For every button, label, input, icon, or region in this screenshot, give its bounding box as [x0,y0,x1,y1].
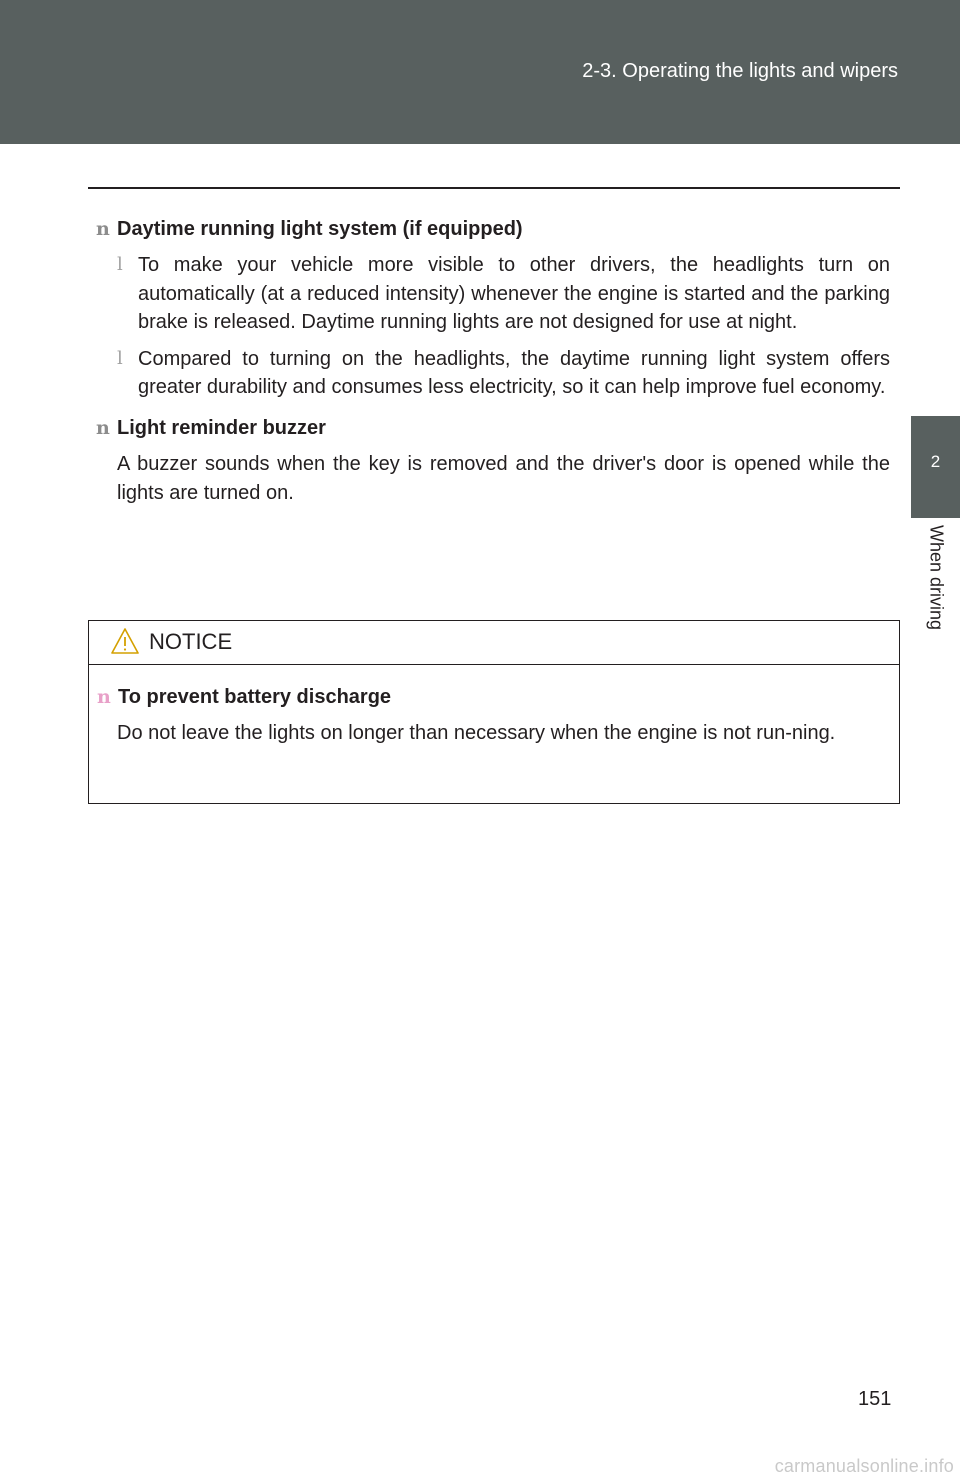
notice-heading [97,683,889,711]
section-heading-buzzer [96,414,890,442]
page-header [0,0,960,144]
main-content [96,215,890,508]
bullet-item [117,251,890,337]
notice-header [89,621,899,665]
notice-paragraph: Do not leave the lights on longer than necessary when the engine is not run-ning. [117,722,836,744]
section-paragraph: A buzzer sounds when the key is removed and the driver's door is opened while the lights are turned on. [117,452,890,504]
bullet-text: To make your vehicle more visible to other drivers, the headlights turn on automatically (at a reduced intensity) whenever the engine is started and the parking brake is released. Daytime running lights are not designed for use at night. [138,254,890,333]
chapter-label: When driving [926,525,947,631]
warning-triangle-icon [110,627,140,655]
notice-heading-text: To prevent battery discharge [118,686,392,708]
top-divider [88,187,900,189]
notice-box [88,620,900,804]
bullet-marker: l [117,254,123,275]
chapter-label-container [916,525,956,665]
bullet-marker: l [117,347,123,369]
notice-body [89,665,899,748]
section-heading-text: Daytime running light system (if equipped) [117,218,523,240]
bullet-text: Compared to turning on the headlights, the daytime running light system offers greater durability and consumes less electricity, so it can help improve fuel economy. [138,347,890,398]
section-heading-text: Light reminder buzzer [117,416,326,439]
section-title: 2-3. Operating the lights and wipers [582,60,898,82]
notice-marker: n [97,686,111,708]
watermark: carmanualsonline.info [774,1456,954,1476]
section-heading-daytime [96,215,890,243]
bullet-item [117,345,890,402]
section-marker: n [96,218,110,240]
chapter-tab [911,416,960,518]
chapter-number: 2 [930,452,941,471]
page-number: 151 [858,1388,892,1410]
section-marker: n [96,416,110,439]
notice-label: NOTICE [149,629,233,654]
